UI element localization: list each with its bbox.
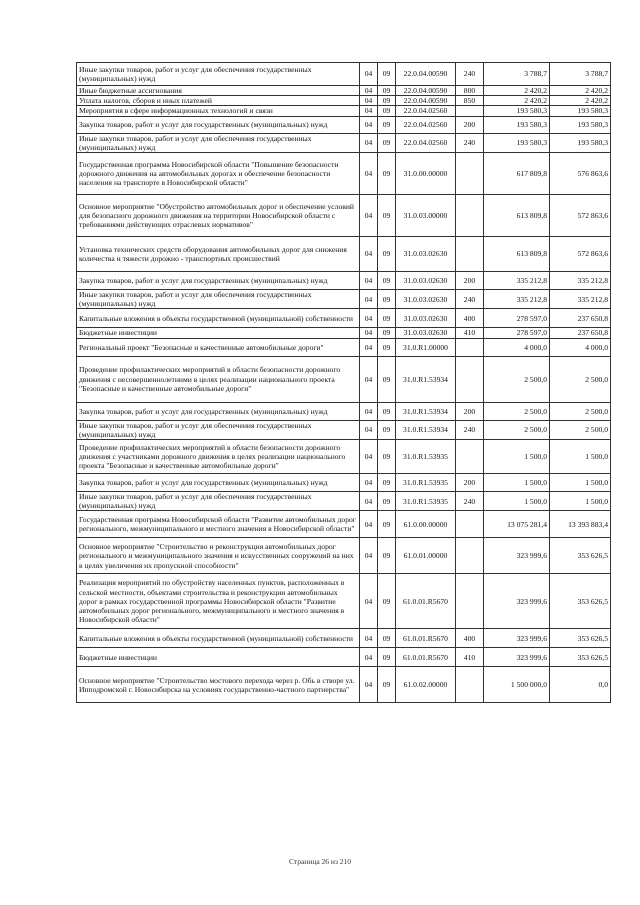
table-row (77, 290, 611, 309)
amount-year1-cell: 1 500,0 (484, 474, 550, 492)
row-name-cell: Бюджетные инвестиции (77, 648, 360, 667)
amount-year1-cell: 617 809,8 (484, 153, 550, 195)
expense-type-cell: 240 (456, 63, 484, 86)
target-article-cell: 22.0.04.00590 (396, 86, 456, 96)
table-row (77, 648, 611, 667)
subsection-code-cell: 09 (378, 356, 396, 402)
subsection-code-cell: 09 (378, 328, 396, 338)
amount-year2-cell: 572 863,6 (550, 195, 611, 237)
amount-year1-cell: 323 999,6 (484, 648, 550, 667)
subsection-code-cell: 09 (378, 116, 396, 133)
target-article-cell: 61.0.01.R5670 (396, 648, 456, 667)
target-article-cell: 31.0.R1.53935 (396, 474, 456, 492)
table-row (77, 237, 611, 272)
subsection-code-cell: 09 (378, 629, 396, 648)
row-name-cell: Бюджетные инвестиции (77, 328, 360, 338)
subsection-code-cell: 09 (378, 338, 396, 356)
subsection-code-cell: 09 (378, 648, 396, 667)
row-name-cell: Закупка товаров, работ и услуг для государственных (муниципальных) нужд (77, 474, 360, 492)
target-article-cell: 61.0.02.00000 (396, 667, 456, 703)
target-article-cell: 31.0.03.02630 (396, 272, 456, 290)
table-row (77, 667, 611, 703)
section-code-cell: 04 (360, 237, 378, 272)
expense-type-cell: 800 (456, 86, 484, 96)
amount-year2-cell: 2 420,2 (550, 96, 611, 106)
row-name-cell: Закупка товаров, работ и услуг для государственных (муниципальных) нужд (77, 116, 360, 133)
row-name-cell: Иные закупки товаров, работ и услуг для обеспечения государственных (муниципальных) нужд (77, 133, 360, 152)
row-name-cell: Закупка товаров, работ и услуг для государственных (муниципальных) нужд (77, 272, 360, 290)
expense-type-cell: 240 (456, 133, 484, 152)
row-name-cell: Основное мероприятие "Обустройство автомобильных дорог и обеспечение условий для безопасного дорожного движения на территории Новосибирской области с требованиями действующих отраслевых нормативов" (77, 195, 360, 237)
target-article-cell: 61.0.01.00000 (396, 538, 456, 574)
amount-year1-cell: 2 500,0 (484, 420, 550, 439)
section-code-cell: 04 (360, 648, 378, 667)
expense-type-cell: 400 (456, 629, 484, 648)
expense-type-cell (456, 153, 484, 195)
subsection-code-cell: 09 (378, 86, 396, 96)
target-article-cell: 61.0.01.R5670 (396, 574, 456, 629)
amount-year2-cell: 193 580,3 (550, 106, 611, 116)
amount-year1-cell: 193 580,3 (484, 116, 550, 133)
amount-year1-cell: 2 420,2 (484, 96, 550, 106)
page-number: Страница 26 из 210 (288, 857, 352, 866)
section-code-cell: 04 (360, 538, 378, 574)
section-code-cell: 04 (360, 133, 378, 152)
table-row (77, 402, 611, 420)
table-row (77, 106, 611, 116)
subsection-code-cell: 09 (378, 511, 396, 538)
expense-type-cell (456, 237, 484, 272)
target-article-cell: 31.0.R1.53934 (396, 356, 456, 402)
amount-year2-cell: 13 393 883,4 (550, 511, 611, 538)
expense-type-cell: 200 (456, 474, 484, 492)
row-name-cell: Реализация мероприятий по обустройству населенных пунктов, расположенных в сельской местности, объектами строительства и реконструкции автомобильных дорог в рамках государственной программы Новосибирской области "Развитие автомобильных дорог регионального, межмуниципального и местного значения в Новосибирской области" (77, 574, 360, 629)
target-article-cell: 31.0.03.02630 (396, 237, 456, 272)
table-row (77, 420, 611, 439)
subsection-code-cell: 09 (378, 133, 396, 152)
target-article-cell: 31.0.03.02630 (396, 309, 456, 328)
row-name-cell: Региональный проект "Безопасные и качественные автомобильные дороги" (77, 338, 360, 356)
target-article-cell: 31.0.R1.53934 (396, 402, 456, 420)
expense-type-cell: 200 (456, 116, 484, 133)
section-code-cell: 04 (360, 106, 378, 116)
target-article-cell: 31.0.R1.53935 (396, 440, 456, 474)
table-row (77, 440, 611, 474)
amount-year2-cell: 572 863,6 (550, 237, 611, 272)
subsection-code-cell: 09 (378, 195, 396, 237)
amount-year2-cell: 237 650,8 (550, 328, 611, 338)
amount-year1-cell: 613 809,8 (484, 195, 550, 237)
section-code-cell: 04 (360, 195, 378, 237)
subsection-code-cell: 09 (378, 574, 396, 629)
amount-year2-cell: 353 626,5 (550, 629, 611, 648)
amount-year2-cell: 353 626,5 (550, 538, 611, 574)
amount-year1-cell: 2 420,2 (484, 86, 550, 96)
amount-year2-cell: 1 500,0 (550, 474, 611, 492)
expense-type-cell (456, 195, 484, 237)
expense-type-cell: 400 (456, 309, 484, 328)
amount-year1-cell: 193 580,3 (484, 133, 550, 152)
target-article-cell: 22.0.04.02560 (396, 116, 456, 133)
table-row (77, 356, 611, 402)
section-code-cell: 04 (360, 309, 378, 328)
expense-type-cell: 410 (456, 328, 484, 338)
row-name-cell: Закупка товаров, работ и услуг для государственных (муниципальных) нужд (77, 402, 360, 420)
table-row (77, 474, 611, 492)
amount-year1-cell: 323 999,6 (484, 574, 550, 629)
table-row (77, 629, 611, 648)
amount-year2-cell: 1 500,0 (550, 440, 611, 474)
expense-type-cell: 240 (456, 492, 484, 511)
amount-year2-cell: 4 000,0 (550, 338, 611, 356)
section-code-cell: 04 (360, 96, 378, 106)
target-article-cell: 22.0.04.00590 (396, 63, 456, 86)
section-code-cell: 04 (360, 328, 378, 338)
expense-type-cell: 410 (456, 648, 484, 667)
section-code-cell: 04 (360, 440, 378, 474)
row-name-cell: Уплата налогов, сборов и иных платежей (77, 96, 360, 106)
amount-year1-cell: 193 580,3 (484, 106, 550, 116)
target-article-cell: 31.0.R1.00000 (396, 338, 456, 356)
amount-year1-cell: 2 500,0 (484, 356, 550, 402)
budget-table (76, 62, 611, 703)
amount-year2-cell: 335 212,8 (550, 272, 611, 290)
expense-type-cell (456, 574, 484, 629)
expense-type-cell (456, 667, 484, 703)
amount-year2-cell: 335 212,8 (550, 290, 611, 309)
amount-year1-cell: 278 597,0 (484, 309, 550, 328)
row-name-cell: Иные закупки товаров, работ и услуг для обеспечения государственных (муниципальных) нужд (77, 492, 360, 511)
amount-year2-cell: 237 650,8 (550, 309, 611, 328)
table-row (77, 133, 611, 152)
expense-type-cell (456, 538, 484, 574)
subsection-code-cell: 09 (378, 474, 396, 492)
amount-year1-cell: 1 500,0 (484, 440, 550, 474)
subsection-code-cell: 09 (378, 538, 396, 574)
table-row (77, 338, 611, 356)
row-name-cell: Иные закупки товаров, работ и услуг для обеспечения государственных (муниципальных) нужд (77, 63, 360, 86)
subsection-code-cell: 09 (378, 272, 396, 290)
subsection-code-cell: 09 (378, 153, 396, 195)
amount-year1-cell: 3 788,7 (484, 63, 550, 86)
section-code-cell: 04 (360, 511, 378, 538)
section-code-cell: 04 (360, 290, 378, 309)
table-row (77, 574, 611, 629)
amount-year1-cell: 323 999,6 (484, 538, 550, 574)
row-name-cell: Капитальные вложения в объекты государственной (муниципальной) собственности (77, 309, 360, 328)
amount-year2-cell: 0,0 (550, 667, 611, 703)
amount-year1-cell: 13 075 281,4 (484, 511, 550, 538)
section-code-cell: 04 (360, 574, 378, 629)
expense-type-cell: 240 (456, 420, 484, 439)
expense-type-cell (456, 440, 484, 474)
table-body (77, 63, 611, 703)
target-article-cell: 22.0.04.00590 (396, 96, 456, 106)
section-code-cell: 04 (360, 474, 378, 492)
subsection-code-cell: 09 (378, 492, 396, 511)
table-row (77, 96, 611, 106)
amount-year2-cell: 193 580,3 (550, 133, 611, 152)
row-name-cell: Мероприятия в сфере информационных технологий и связи (77, 106, 360, 116)
row-name-cell: Проведение профилактических мероприятий в области безопасности дорожного движения с несовершеннолетними в целях реализации национального проекта "Безопасные и качественные автомобильные дороги" (77, 356, 360, 402)
section-code-cell: 04 (360, 153, 378, 195)
subsection-code-cell: 09 (378, 96, 396, 106)
expense-type-cell (456, 511, 484, 538)
amount-year2-cell: 576 863,6 (550, 153, 611, 195)
table-row (77, 538, 611, 574)
target-article-cell: 31.0.R1.53935 (396, 492, 456, 511)
amount-year1-cell: 278 597,0 (484, 328, 550, 338)
expense-type-cell: 200 (456, 272, 484, 290)
target-article-cell: 61.0.00.00000 (396, 511, 456, 538)
expense-type-cell: 200 (456, 402, 484, 420)
subsection-code-cell: 09 (378, 63, 396, 86)
row-name-cell: Государственная программа Новосибирской области "Развитие автомобильных дорог регионального, межмуниципального и местного значения в Новосибирской области" (77, 511, 360, 538)
section-code-cell: 04 (360, 667, 378, 703)
section-code-cell: 04 (360, 116, 378, 133)
amount-year1-cell: 4 000,0 (484, 338, 550, 356)
amount-year2-cell: 2 500,0 (550, 356, 611, 402)
amount-year1-cell: 2 500,0 (484, 402, 550, 420)
section-code-cell: 04 (360, 629, 378, 648)
amount-year2-cell: 353 626,5 (550, 574, 611, 629)
row-name-cell: Иные закупки товаров, работ и услуг для обеспечения государственных (муниципальных) нужд (77, 420, 360, 439)
amount-year1-cell: 335 212,8 (484, 290, 550, 309)
table-row (77, 116, 611, 133)
subsection-code-cell: 09 (378, 402, 396, 420)
row-name-cell: Государственная программа Новосибирской области "Повышение безопасности дорожного движения на автомобильных дорогах и обеспечение безопасности населения на транспорте в Новосибирской области" (77, 153, 360, 195)
table-row (77, 492, 611, 511)
section-code-cell: 04 (360, 402, 378, 420)
amount-year2-cell: 2 420,2 (550, 86, 611, 96)
section-code-cell: 04 (360, 338, 378, 356)
row-name-cell: Проведение профилактических мероприятий в области безопасности дорожного движения с участниками дорожного движения в целях реализации национального проекта "Безопасные и качественные автомобильные дороги" (77, 440, 360, 474)
amount-year1-cell: 1 500,0 (484, 492, 550, 511)
subsection-code-cell: 09 (378, 237, 396, 272)
amount-year2-cell: 193 580,3 (550, 116, 611, 133)
subsection-code-cell: 09 (378, 440, 396, 474)
target-article-cell: 22.0.04.02560 (396, 106, 456, 116)
target-article-cell: 31.0.00.00000 (396, 153, 456, 195)
section-code-cell: 04 (360, 63, 378, 86)
amount-year1-cell: 323 999,6 (484, 629, 550, 648)
expense-type-cell: 240 (456, 290, 484, 309)
target-article-cell: 31.0.03.00000 (396, 195, 456, 237)
target-article-cell: 31.0.03.02630 (396, 290, 456, 309)
amount-year2-cell: 1 500,0 (550, 492, 611, 511)
target-article-cell: 61.0.01.R5670 (396, 629, 456, 648)
section-code-cell: 04 (360, 86, 378, 96)
amount-year1-cell: 613 809,8 (484, 237, 550, 272)
section-code-cell: 04 (360, 356, 378, 402)
amount-year1-cell: 1 500 000,0 (484, 667, 550, 703)
expense-type-cell (456, 356, 484, 402)
amount-year2-cell: 2 500,0 (550, 402, 611, 420)
section-code-cell: 04 (360, 272, 378, 290)
table-row (77, 328, 611, 338)
section-code-cell: 04 (360, 420, 378, 439)
target-article-cell: 31.0.03.02630 (396, 328, 456, 338)
expense-type-cell (456, 338, 484, 356)
table-row (77, 272, 611, 290)
expense-type-cell: 850 (456, 96, 484, 106)
row-name-cell: Иные бюджетные ассигнования (77, 86, 360, 96)
section-code-cell: 04 (360, 492, 378, 511)
subsection-code-cell: 09 (378, 309, 396, 328)
table-row (77, 86, 611, 96)
table-row (77, 309, 611, 328)
amount-year2-cell: 3 788,7 (550, 63, 611, 86)
row-name-cell: Основное мероприятие "Строительство мостового перехода через р. Обь в створе ул. Ипподромской г. Новосибирска на условиях государственно-частного партнерства" (77, 667, 360, 703)
row-name-cell: Установка технических средств оборудования автомобильных дорог для снижения количества и тяжести дорожно - транспортных происшествий (77, 237, 360, 272)
target-article-cell: 31.0.R1.53934 (396, 420, 456, 439)
subsection-code-cell: 09 (378, 290, 396, 309)
subsection-code-cell: 09 (378, 420, 396, 439)
table-row (77, 63, 611, 86)
amount-year2-cell: 353 626,5 (550, 648, 611, 667)
row-name-cell: Основное мероприятие "Строительство и реконструкция автомобильных дорог регионального и межмуниципального значения и искусственных сооружений на них в целях увеличения их пропускной способности" (77, 538, 360, 574)
subsection-code-cell: 09 (378, 667, 396, 703)
table-row (77, 153, 611, 195)
target-article-cell: 22.0.04.02560 (396, 133, 456, 152)
row-name-cell: Иные закупки товаров, работ и услуг для обеспечения государственных (муниципальных) нужд (77, 290, 360, 309)
amount-year1-cell: 335 212,8 (484, 272, 550, 290)
expense-type-cell (456, 106, 484, 116)
amount-year2-cell: 2 500,0 (550, 420, 611, 439)
table-row (77, 511, 611, 538)
subsection-code-cell: 09 (378, 106, 396, 116)
row-name-cell: Капитальные вложения в объекты государственной (муниципальной) собственности (77, 629, 360, 648)
table-row (77, 195, 611, 237)
